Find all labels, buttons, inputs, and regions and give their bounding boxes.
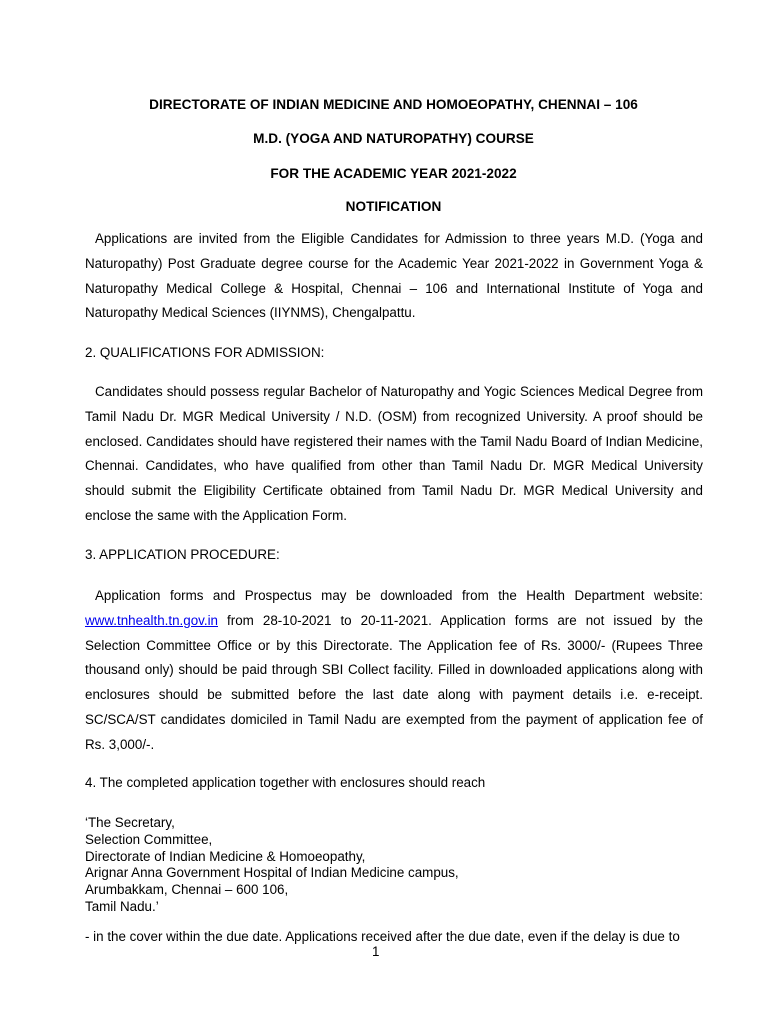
- course-title: M.D. (YOGA AND NATUROPATHY) COURSE: [253, 131, 534, 146]
- address-line: Directorate of Indian Medicine & Homoeopathy,: [85, 848, 366, 864]
- section4-text: 4. The completed application together with enclosures should reach: [85, 775, 486, 790]
- address-line: ‘The Secretary,: [85, 815, 175, 830]
- qualifications-heading: 2. QUALIFICATIONS FOR ADMISSION:: [85, 345, 325, 360]
- closing-text: - in the cover within the due date. Applications received after the due date, even if the delay is due to: [85, 929, 680, 944]
- address-line: Arignar Anna Government Hospital of Indian Medicine campus,: [85, 865, 459, 881]
- tnhealth-website-link[interactable]: www.tnhealth.tn.gov.in: [85, 612, 218, 628]
- intro-paragraph: Applications are invited from the Eligible Candidates for Admission to three years M.D. (Yoga and Naturopathy) Post Graduate degree course for the Academic Year 2021-2022 in Government Yoga & Naturopathy Medical College & Hospital, Chennai – 106 and International Institute of Yoga and Naturopathy Medical Sciences (IIYNMS), Chengalpattu.: [85, 231, 703, 321]
- procedure-text-end: from 28-10-2021 to 20-11-2021. Application forms are not issued by the Selection Committee Office or by this Directorate. The Application fee of Rs. 3000/- (Rupees Three thousand only) should be paid through SBI Collect facility. Filled in downloaded applications along with enclosures should be submitted before the last date along with payment details i.e. e-receipt. SC/SCA/ST candidates domiciled in Tamil Nadu are exempted from the payment of application fee of Rs. 3,000/-.: [85, 612, 703, 752]
- qualifications-paragraph: Candidates should possess regular Bachelor of Naturopathy and Yogic Sciences Medical Degree from Tamil Nadu Dr. MGR Medical University / N.D. (OSM) from recognized University. A proof should be enclosed. Candidates should have registered their names with the Tamil Nadu Board of Indian Medicine, Chennai. Candidates, who have qualified from other than Tamil Nadu Dr. MGR Medical University should submit the Eligibility Certificate obtained from Tamil Nadu Dr. MGR Medical University and enclose the same with the Application Form.: [85, 384, 703, 523]
- directorate-title: DIRECTORATE OF INDIAN MEDICINE AND HOMOEOPATHY, CHENNAI – 106: [149, 97, 638, 112]
- procedure-text-start: Application forms and Prospectus may be downloaded from the Health Department website:: [95, 588, 703, 603]
- notification-title: NOTIFICATION: [345, 199, 442, 214]
- address-line: Selection Committee,: [85, 831, 213, 847]
- address-line: Arumbakkam, Chennai – 600 106,: [85, 882, 289, 898]
- address-block: [85, 815, 459, 916]
- page-number: 1: [372, 944, 380, 959]
- address-line: Tamil Nadu.’: [85, 898, 159, 914]
- application-procedure-heading: 3. APPLICATION PROCEDURE:: [85, 547, 280, 562]
- academic-year-title: FOR THE ACADEMIC YEAR 2021-2022: [270, 166, 517, 181]
- application-procedure-paragraph: [85, 584, 703, 758]
